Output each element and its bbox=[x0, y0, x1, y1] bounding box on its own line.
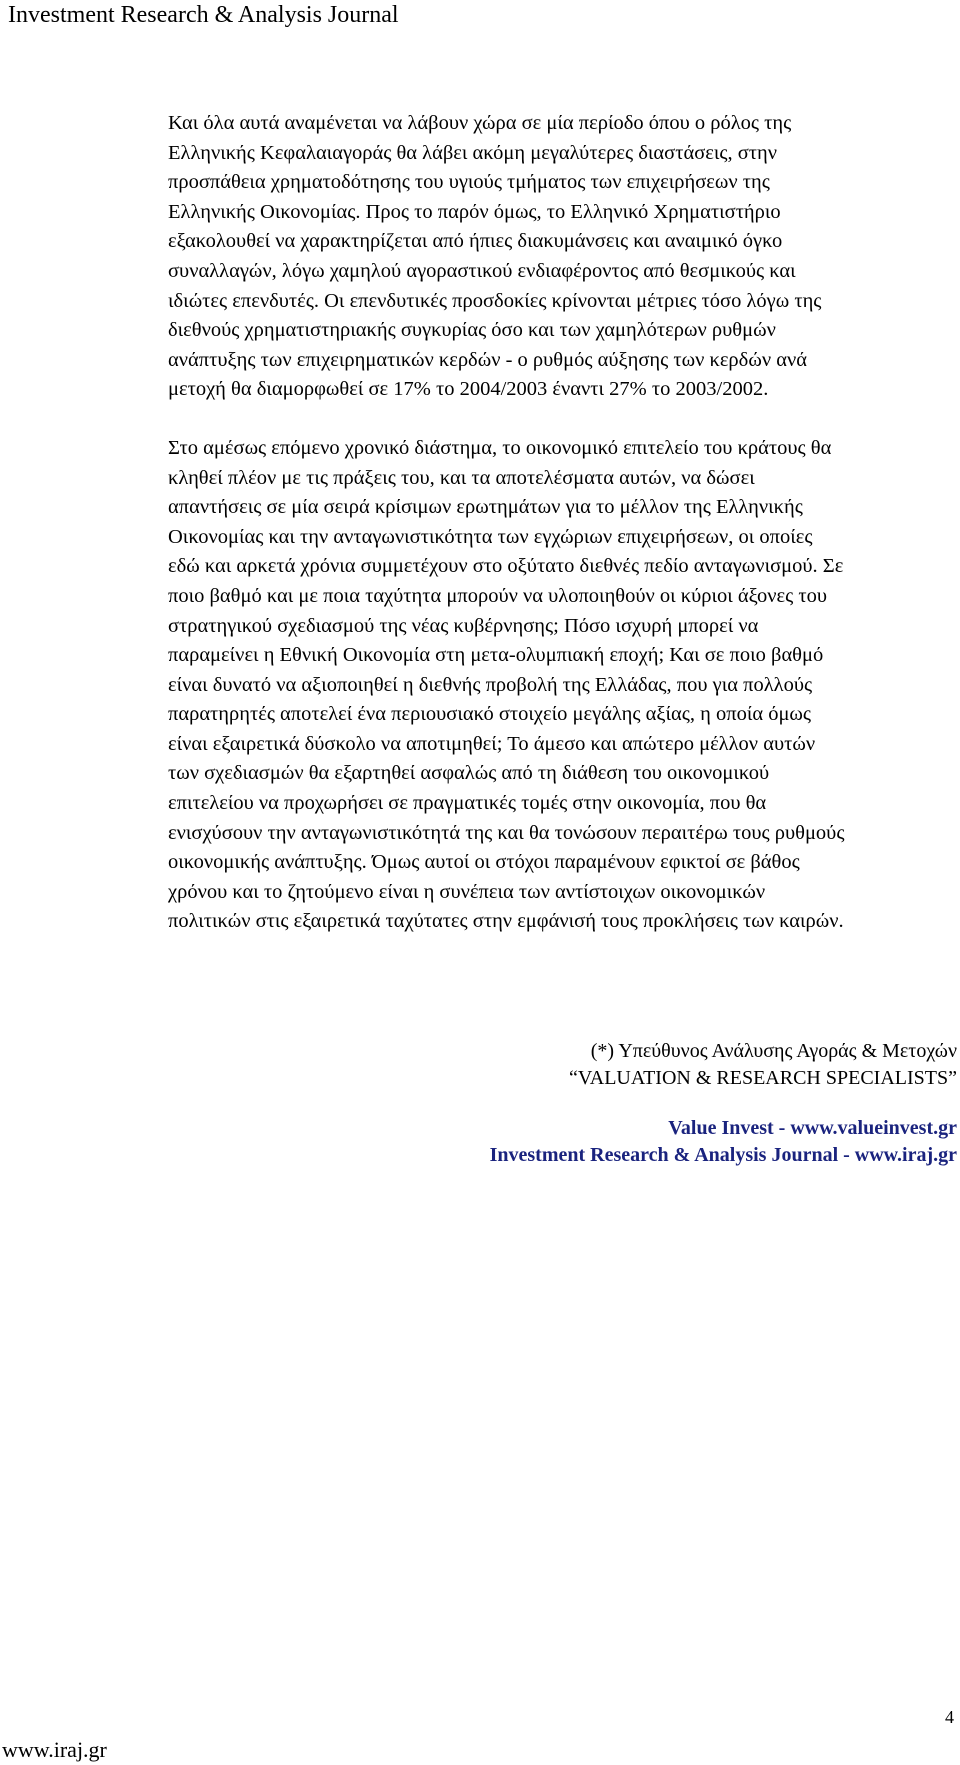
article-body bbox=[168, 109, 958, 937]
journal-header-title: Investment Research & Analysis Journal bbox=[8, 2, 399, 28]
paragraph-line: μετοχή θα διαμορφωθεί σε 17% το 2004/2003 έναντι 27% το 2003/2002. bbox=[168, 378, 769, 401]
paragraph-line: παρατηρητές αποτελεί ένα περιουσιακό στοιχείο μεγάλης αξίας, η οποία όμως bbox=[168, 703, 812, 726]
paragraph-line: συναλλαγών, λόγω χαμηλού αγοραστικού ενδιαφέροντος από θεσμικούς και bbox=[168, 259, 796, 282]
iraj-link[interactable]: Investment Research & Analysis Journal - www.iraj.gr bbox=[489, 1144, 957, 1166]
paragraph-line: Στο αμέσως επόμενο χρονικό διάστημα, το οικονομικό επιτελείο του κράτους θα bbox=[168, 436, 832, 459]
paragraph-line: εδώ και αρκετά χρόνια συμμετέχουν στο οξύτατο διεθνές πεδίο ανταγωνισμού. Σε bbox=[168, 555, 844, 578]
footer-url[interactable]: www.iraj.gr bbox=[2, 1737, 107, 1762]
paragraph-line: χρόνου και το ζητούμενο είναι η συνέπεια των αντίστοιχων οικονομικών bbox=[168, 880, 766, 903]
paragraph-line: παραμείνει η Εθνική Οικονομία στη μετα-ολυμπιακή εποχή; Και σε ποιο βαθμό bbox=[168, 644, 824, 667]
paragraph-line: προσπάθεια χρηματοδότησης του υγιούς τμήματος των επιχειρήσεων της bbox=[168, 171, 770, 194]
author-role: (*) Υπεύθυνος Ανάλυσης Αγοράς & Μετοχών bbox=[590, 1040, 957, 1062]
paragraph-line: πολιτικών στις εξαιρετικά ταχύτατες στην εμφάνισή τους προκλήσεις των καιρών. bbox=[168, 910, 844, 933]
paragraph-line: ιδιώτες επενδυτές. Οι επενδυτικές προσδοκίες κρίνονται μέτριες τόσο λόγω της bbox=[168, 289, 822, 312]
paragraph-line: Και όλα αυτά αναμένεται να λάβουν χώρα σε μία περίοδο όπου ο ρόλος της bbox=[168, 112, 792, 134]
paragraph-line: ενισχύσουν την ανταγωνιστικότητά της και θα τονώσουν περαιτέρω τους ρυθμούς bbox=[168, 821, 845, 844]
paragraph-line: ποιο βαθμό και με ποια ταχύτητα μπορούν να υλοποιηθούν οι κύριοι άξονες του bbox=[168, 584, 828, 607]
paragraph-line: είναι εξαιρετικά δύσκολο να αποτιμηθεί; Το άμεσο και απώτερο μέλλον αυτών bbox=[168, 732, 816, 755]
paragraph-2 bbox=[168, 434, 958, 937]
author-signature bbox=[257, 1038, 957, 1169]
company-name: “VALUATION & RESEARCH SPECIALISTS” bbox=[569, 1067, 957, 1089]
paragraph-1 bbox=[168, 109, 958, 405]
paragraph-line: ανάπτυξης των επιχειρηματικών κερδών - ο ρυθμός αύξησης των κερδών ανά bbox=[168, 348, 807, 371]
paragraph-line: στρατηγικού σχεδιασμού της νέας κυβέρνησης; Πόσο ισχυρή μπορεί να bbox=[168, 614, 759, 637]
paragraph-line: εξακολουθεί να χαρακτηρίζεται από ήπιες διακυμάνσεις και αναιμικό όγκο bbox=[168, 230, 783, 253]
paragraph-line: των σχεδιασμών θα εξαρτηθεί ασφαλώς από τη διάθεση του οικονομικού bbox=[168, 762, 770, 785]
paragraph-line: διεθνούς χρηματιστηριακής συγκυρίας όσο και των χαμηλότερων ρυθμών bbox=[168, 319, 776, 342]
valueinvest-link[interactable]: Value Invest - www.valueinvest.gr bbox=[668, 1117, 957, 1139]
paragraph-line: Ελληνικής Κεφαλαιαγοράς θα λάβει ακόμη μεγαλύτερες διαστάσεις, στην bbox=[168, 141, 778, 164]
paragraph-line: κληθεί πλέον με τις πράξεις του, και τα αποτελέσματα αυτών, να δώσει bbox=[168, 466, 755, 489]
paragraph-line: επιτελείου να προχωρήσει σε πραγματικές τομές στην οικονομία, που θα bbox=[168, 792, 767, 815]
paragraph-line: είναι δυνατό να αξιοποιηθεί η διεθνής προβολή της Ελλάδας, που για πολλούς bbox=[168, 673, 813, 696]
paragraph-line: οικονομικής ανάπτυξης. Όμως αυτοί οι στόχοι παραμένουν εφικτοί σε βάθος bbox=[168, 851, 800, 874]
paragraph-line: Οικονομίας και την ανταγωνιστικότητα των εγχώριων επιχειρήσεων, οι οποίες bbox=[168, 525, 813, 548]
page-number: 4 bbox=[945, 1707, 954, 1727]
paragraph-line: απαντήσεις σε μία σειρά κρίσιμων ερωτημάτων για το μέλλον της Ελληνικής bbox=[168, 496, 803, 519]
paragraph-line: Ελληνικής Οικονομίας. Προς το παρόν όμως, το Ελληνικό Χρηματιστήριο bbox=[168, 200, 781, 223]
